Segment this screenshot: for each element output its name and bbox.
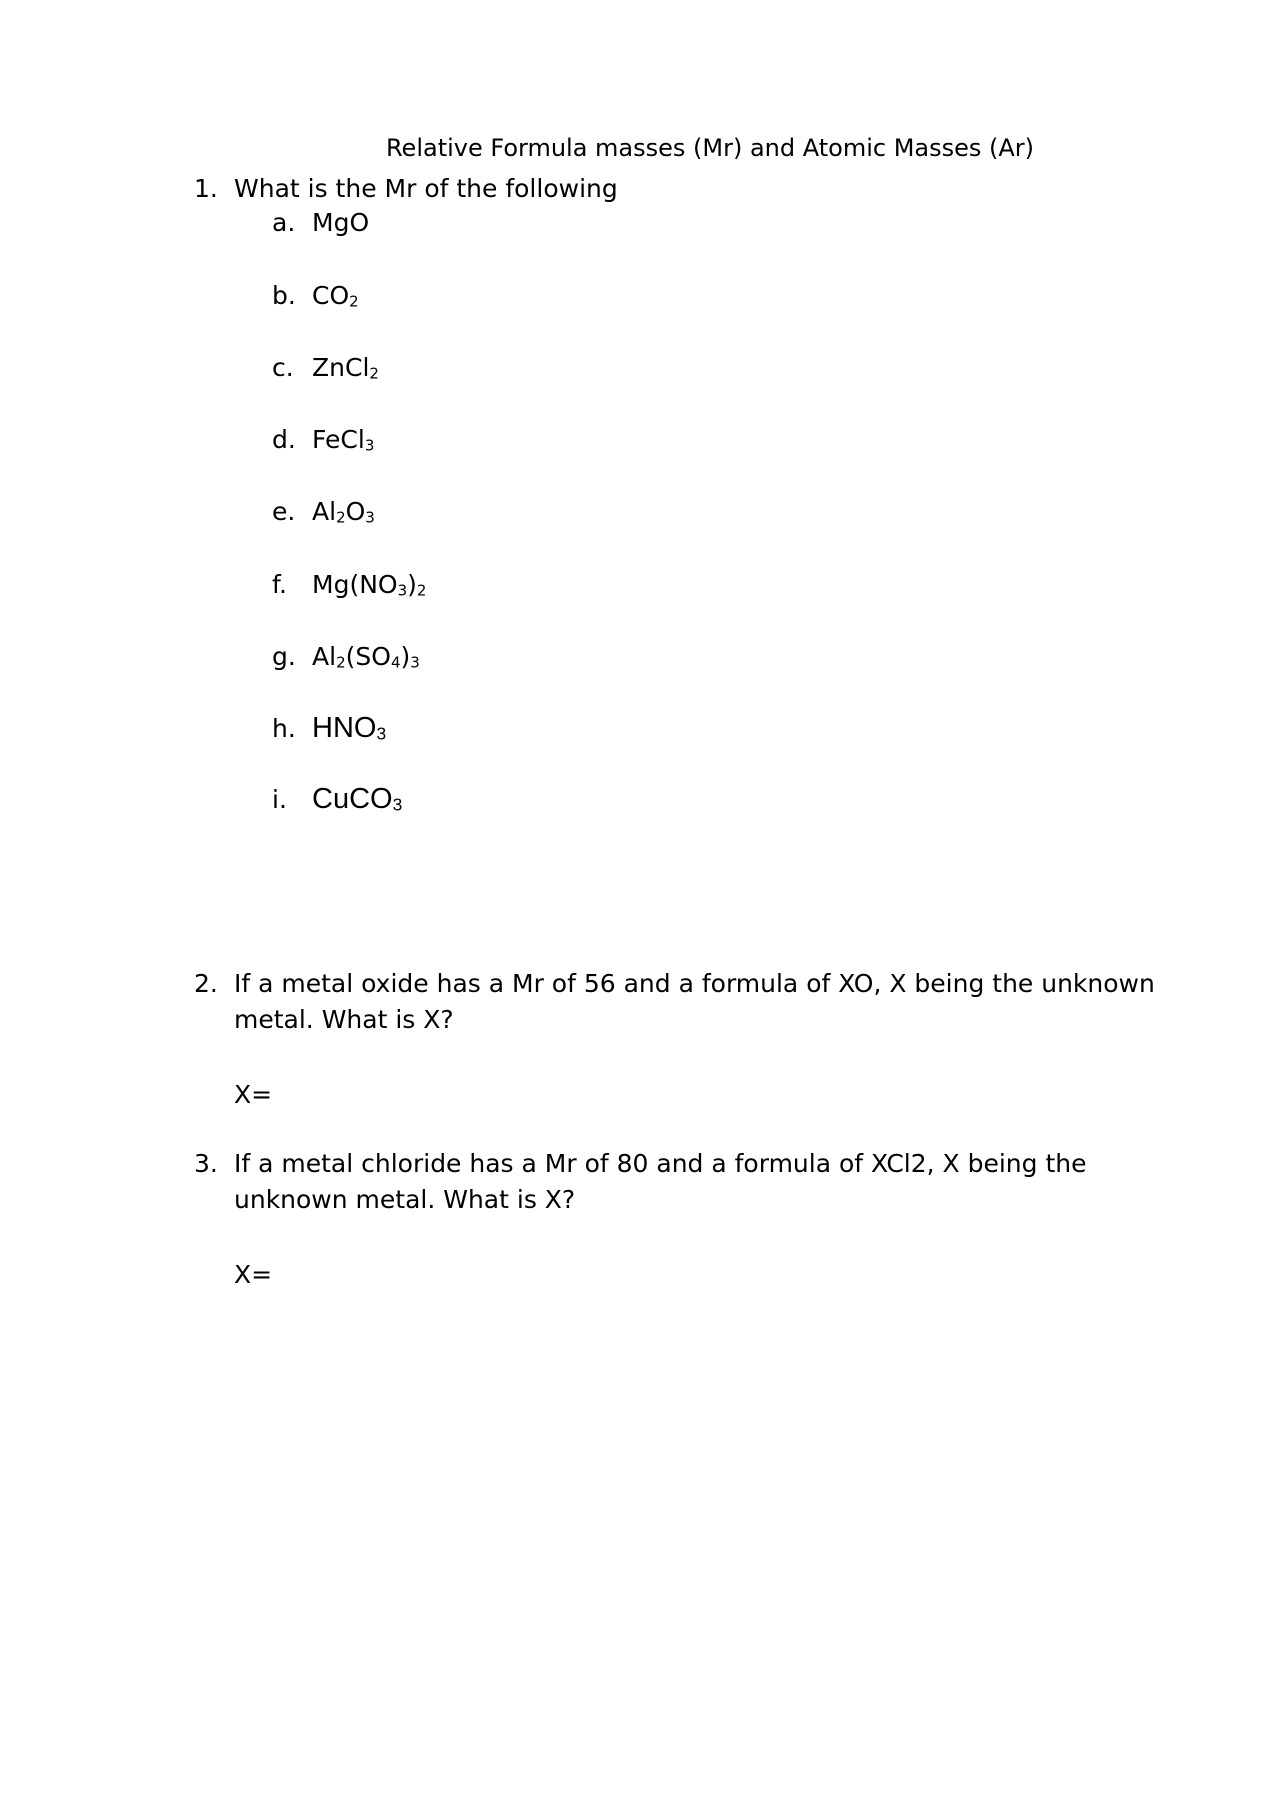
question-number: 1. <box>194 174 218 203</box>
page-title: Relative Formula masses (Mr) and Atomic Masses (Ar) <box>385 134 1035 162</box>
answer-label: X= <box>234 1080 273 1109</box>
question-number: 3. <box>194 1149 218 1178</box>
list-item: f. $Mg(NO_3)_2$ <box>272 570 427 600</box>
formula: $HNO_3$ <box>312 712 387 744</box>
question-text: If a metal chloride has a Mr of 80 and a formula of XCl2, X being the <box>234 1149 1087 1178</box>
list-item: b. $CO_2$ <box>272 281 359 311</box>
question-text: metal. What is X? <box>234 1005 454 1034</box>
list-item: i. CuCO$_3$ <box>272 783 403 815</box>
list-item: e. $Al_2O_3$ <box>272 497 375 527</box>
answer-label: X= <box>234 1260 273 1289</box>
formula: $Al_2O_3$ <box>312 497 375 527</box>
question-text: What is the Mr of the following <box>234 174 618 203</box>
list-item: a. MgO <box>272 208 370 237</box>
formula: FeCl$_3$ <box>312 425 375 455</box>
list-item: c. ZnCl$_2$ <box>272 353 379 383</box>
formula: $Al_2(SO_4)_3$ <box>312 642 420 672</box>
list-item: d. FeCl$_3$ <box>272 425 375 455</box>
list-item: h. $HNO_3$ <box>272 712 387 744</box>
formula: $Mg(NO_3)_2$ <box>312 570 427 600</box>
question-number: 2. <box>194 969 218 998</box>
formula: ZnCl$_2$ <box>312 353 379 383</box>
question-text: If a metal oxide has a Mr of 56 and a formula of XO, X being the unknown <box>234 969 1155 998</box>
question-text: unknown metal. What is X? <box>234 1185 576 1214</box>
list-item: g. $Al_2(SO_4)_3$ <box>272 642 420 672</box>
formula: $CO_2$ <box>312 281 359 311</box>
formula: CuCO$_3$ <box>312 783 403 815</box>
formula: MgO <box>312 208 370 237</box>
